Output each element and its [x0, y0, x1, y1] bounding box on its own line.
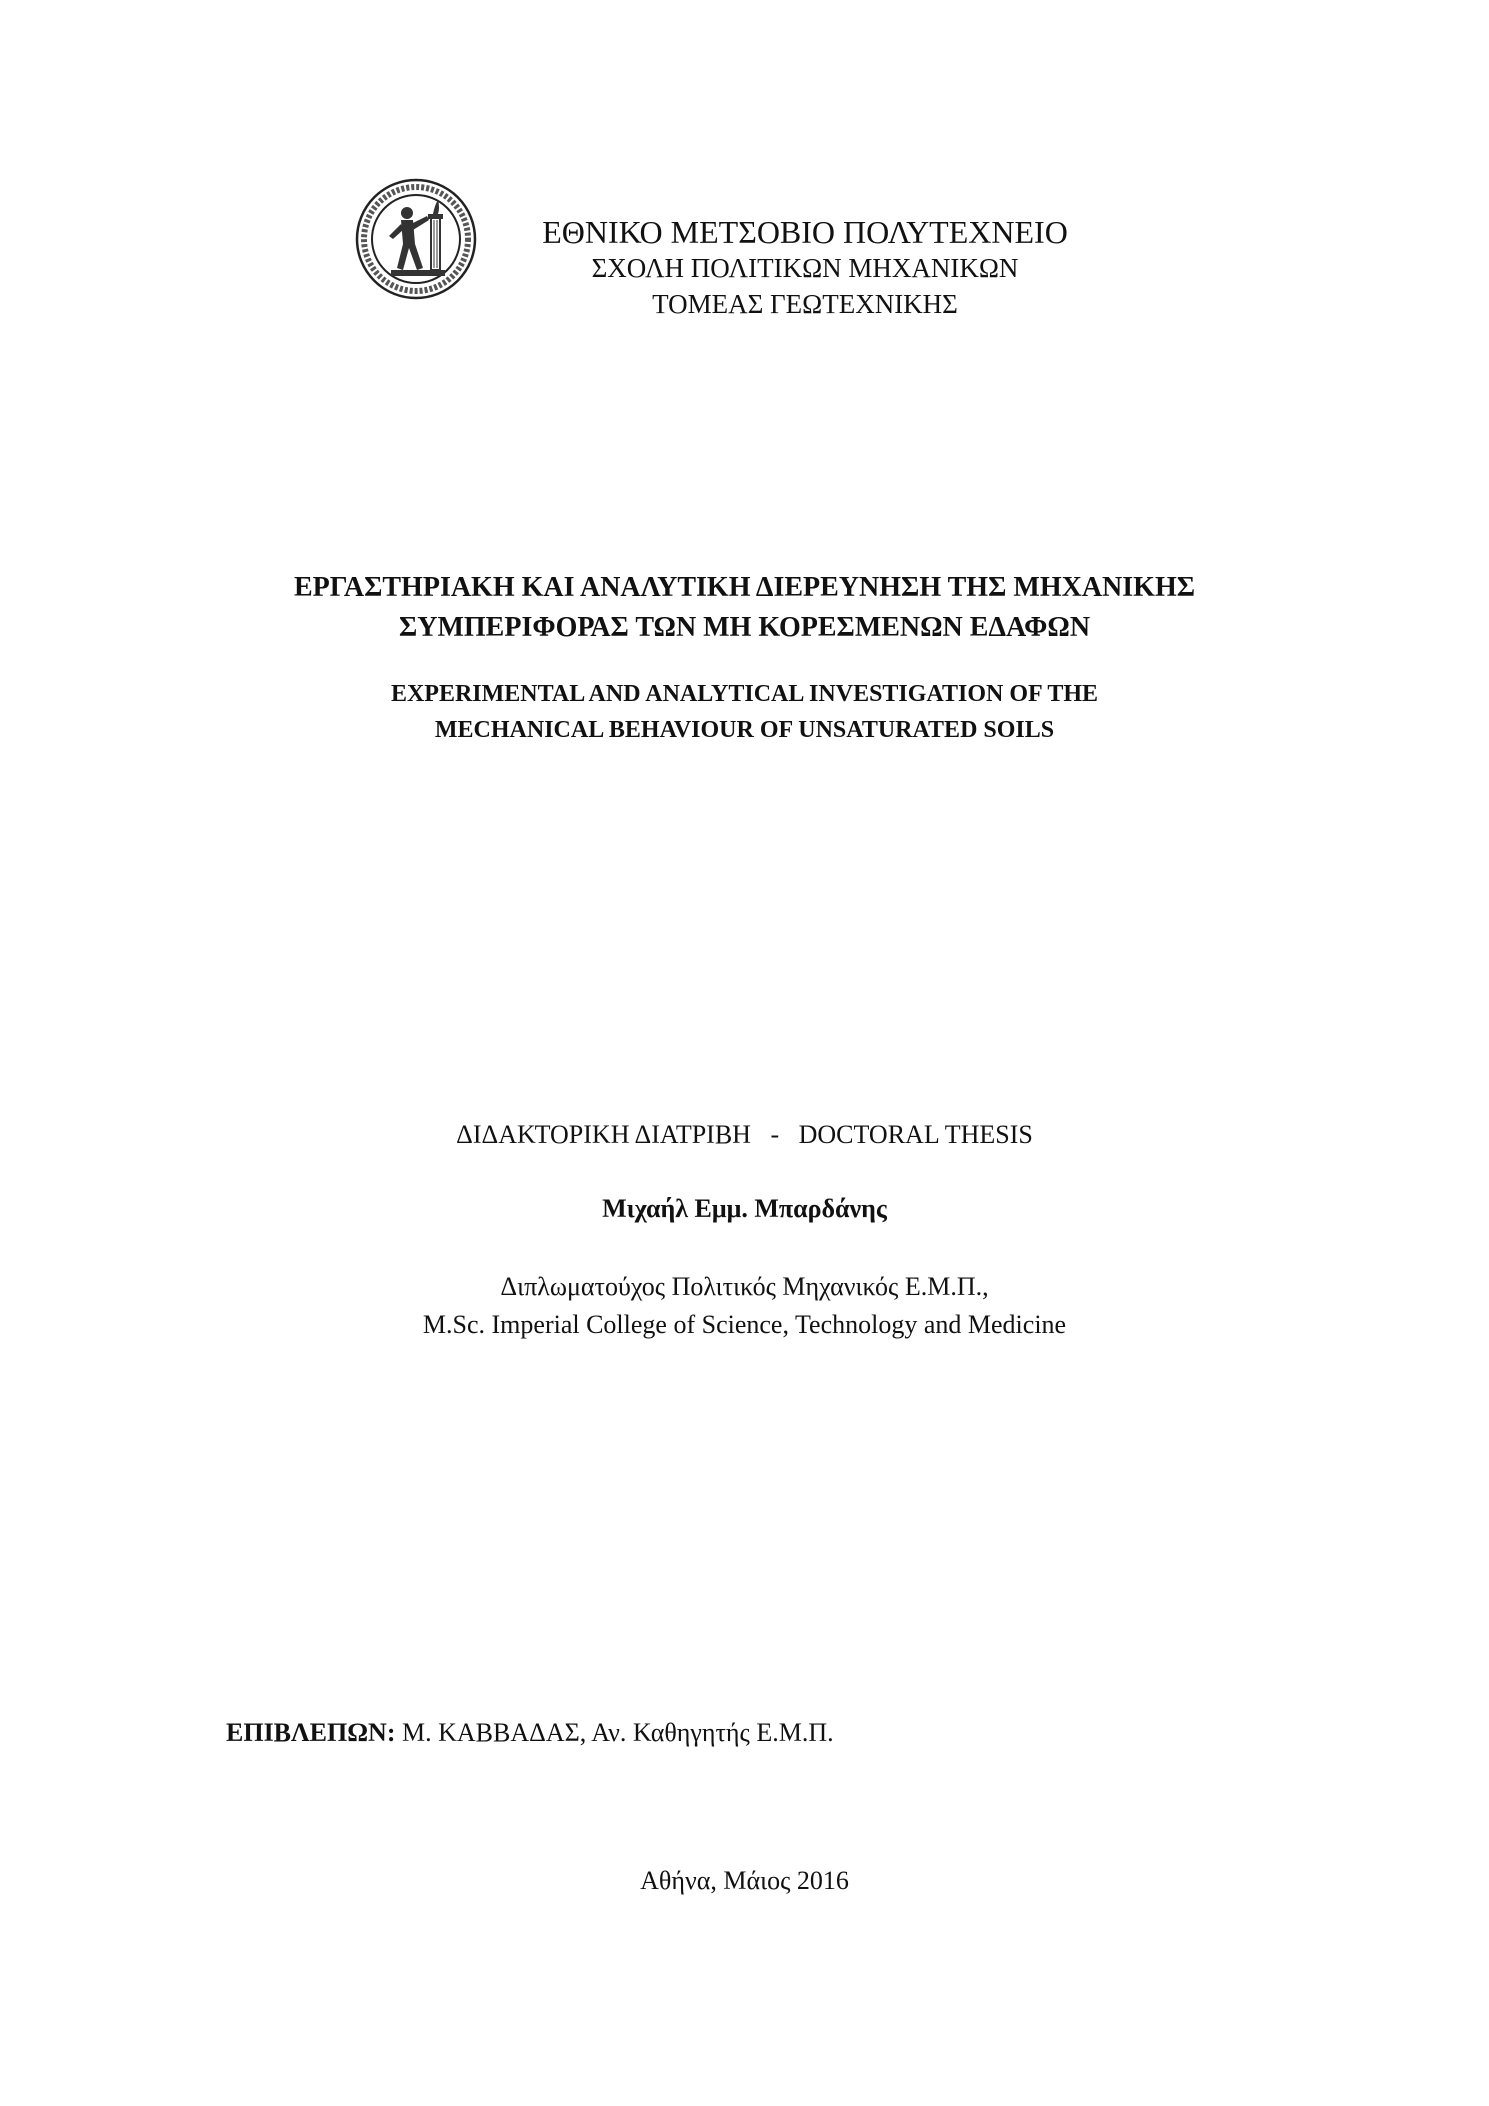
university-seal-icon	[355, 178, 477, 300]
school-name: ΣΧΟΛΗ ΠΟΛΙΤΙΚΩΝ ΜΗΧΑΝΙΚΩΝ	[591, 253, 1019, 283]
department-name: ΤΟΜΕΑΣ ΓΕΩΤΕΧΝΙΚΗΣ	[652, 289, 958, 319]
institution-names	[505, 214, 1105, 322]
thesis-type	[0, 1120, 1489, 1150]
title-english-line: MECHANICAL BEHAVIOUR OF UNSATURATED SOILS	[434, 717, 1055, 743]
degree-line: Διπλωματούχος Πολιτικός Μηχανικός Ε.Μ.Π.,	[500, 1272, 989, 1301]
degree-line: M.Sc. Imperial College of Science, Technology and Medicine	[422, 1310, 1067, 1339]
author-degrees	[0, 1268, 1489, 1344]
thesis-title-english	[0, 676, 1489, 748]
title-english-line: EXPERIMENTAL AND ANALYTICAL INVESTIGATION OF THE	[390, 681, 1099, 707]
title-greek-line: ΕΡΓΑΣΤΗΡΙΑΚΗ ΚΑΙ ΑΝΑΛΥΤΙΚΗ ΔΙΕΡΕΥΝΗΣΗ ΤΗΣ ΜΗΧΑΝΙΚΗΣ	[293, 572, 1196, 603]
thesis-title-greek	[0, 568, 1489, 648]
title-greek-line: ΣΥΜΠΕΡΙΦΟΡΑΣ ΤΩΝ ΜΗ ΚΟΡΕΣΜΕΝΩΝ ΕΔΑΦΩΝ	[398, 612, 1091, 643]
place-date: Αθήνα, Μάιος 2016	[640, 1866, 849, 1895]
institution-name: ΕΘΝΙΚΟ ΜΕΤΣΟΒΙΟ ΠΟΛΥΤΕΧΝΕΙΟ	[542, 214, 1068, 250]
supervisor-value: Μ. ΚΑΒΒΑΔΑΣ, Αν. Καθηγητής Ε.Μ.Π.	[395, 1718, 834, 1747]
supervisor	[226, 1718, 834, 1748]
thesis-type-text: ΔΙΔΑΚΤΟΡΙΚΗ ΔΙΑΤΡΙΒΗ - DOCTORAL THESIS	[456, 1120, 1033, 1149]
author-name: Μιχαήλ Εμμ. Μπαρδάνης	[602, 1194, 887, 1223]
institution-header	[355, 178, 1155, 318]
supervisor-label: ΕΠΙΒΛΕΠΩΝ:	[226, 1718, 396, 1747]
